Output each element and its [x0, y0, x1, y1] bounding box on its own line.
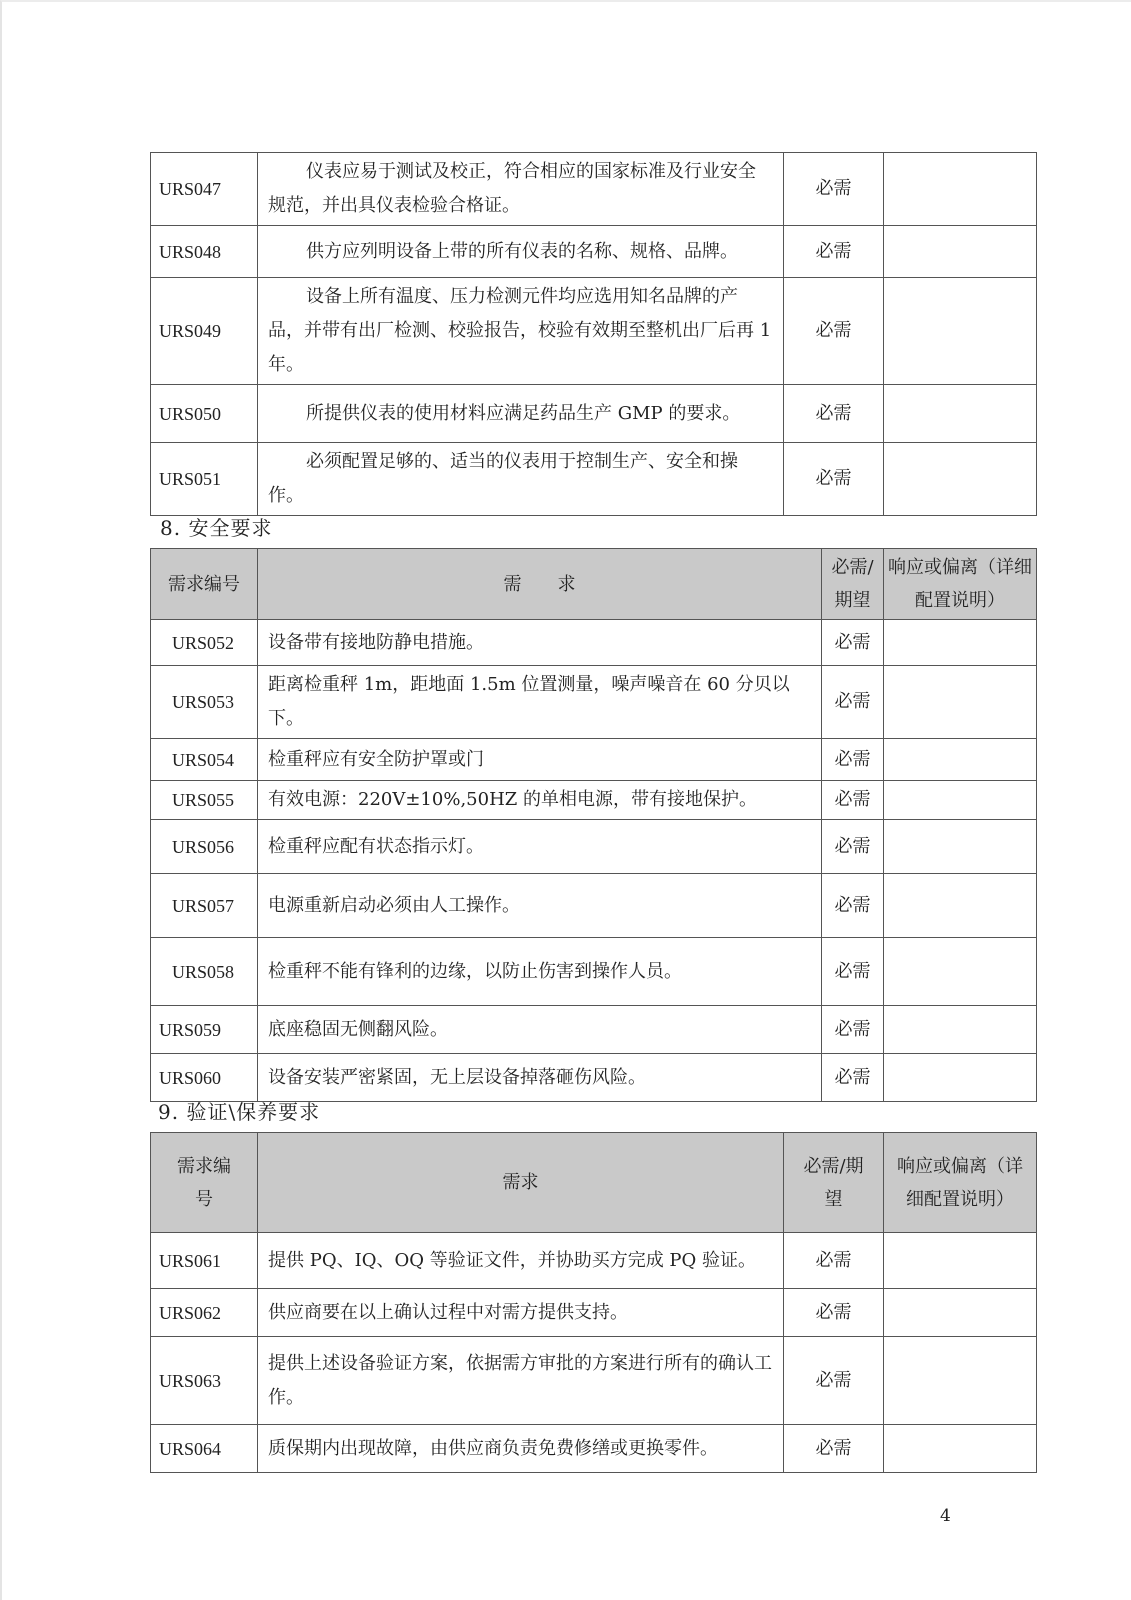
table-row [151, 1289, 1037, 1337]
response-cell [884, 820, 1037, 874]
requirement-text: 质保期内出现故障，由供应商负责免费修缮或更换零件。 [258, 1425, 784, 1473]
requirement-text: 仪表应易于测试及校正，符合相应的国家标准及行业安全规范，并出具仪表检验合格证。 [258, 153, 784, 226]
table-row [151, 153, 1037, 226]
requirement-text: 检重秤不能有锋利的边缘，以防止伤害到操作人员。 [258, 938, 822, 1006]
requirement-id: URS052 [151, 620, 258, 666]
header-requirement: 需求 [258, 1133, 784, 1233]
table-row [151, 781, 1037, 820]
requirement-text: 有效电源：220V±10%,50HZ 的单相电源，带有接地保护。 [258, 781, 822, 820]
response-cell [884, 385, 1037, 443]
requirement-text: 设备带有接地防静电措施。 [258, 620, 822, 666]
response-cell [884, 1054, 1037, 1102]
requirement-text: 必须配置足够的、适当的仪表用于控制生产、安全和操作。 [258, 443, 784, 516]
requirement-id: URS049 [151, 278, 258, 385]
table-header-row [151, 549, 1037, 620]
table-row [151, 666, 1037, 739]
response-cell [884, 874, 1037, 938]
requirement-id: URS057 [151, 874, 258, 938]
response-cell [884, 1337, 1037, 1425]
validation-maintenance-table [150, 1132, 1037, 1473]
response-cell [884, 226, 1037, 278]
requirement-id: URS064 [151, 1425, 258, 1473]
requirement-id: URS061 [151, 1233, 258, 1289]
requirement-id: URS060 [151, 1054, 258, 1102]
requirement-text: 距离检重秤 1m，距地面 1.5m 位置测量，噪声噪音在 60 分贝以下。 [258, 666, 822, 739]
safety-requirements-table [150, 548, 1037, 1102]
requirement-text: 供应商要在以上确认过程中对需方提供支持。 [258, 1289, 784, 1337]
requirement-level: 必需 [822, 666, 884, 739]
requirement-level: 必需 [784, 443, 884, 516]
table-row [151, 278, 1037, 385]
requirement-level: 必需 [784, 1425, 884, 1473]
requirement-id: URS050 [151, 385, 258, 443]
table-row [151, 938, 1037, 1006]
requirement-id: URS048 [151, 226, 258, 278]
header-level: 必需/期望 [822, 549, 884, 620]
table-row [151, 226, 1037, 278]
response-cell [884, 938, 1037, 1006]
requirement-level: 必需 [822, 874, 884, 938]
requirement-level: 必需 [822, 820, 884, 874]
table-row [151, 739, 1037, 781]
requirement-level: 必需 [784, 153, 884, 226]
table-row [151, 1425, 1037, 1473]
requirement-id: URS047 [151, 153, 258, 226]
table-header-row [151, 1133, 1037, 1233]
requirement-level: 必需 [822, 781, 884, 820]
response-cell [884, 620, 1037, 666]
requirement-level: 必需 [784, 385, 884, 443]
header-requirement-id: 需求编号 [151, 1133, 258, 1233]
section-8-title: 8. 安全要求 [160, 516, 273, 540]
requirement-level: 必需 [822, 938, 884, 1006]
requirement-text: 提供 PQ、IQ、OQ 等验证文件，并协助买方完成 PQ 验证。 [258, 1233, 784, 1289]
requirement-id: URS062 [151, 1289, 258, 1337]
requirement-level: 必需 [822, 1006, 884, 1054]
table-row [151, 1337, 1037, 1425]
response-cell [884, 1006, 1037, 1054]
requirement-id: URS056 [151, 820, 258, 874]
requirement-id: URS058 [151, 938, 258, 1006]
table-row [151, 620, 1037, 666]
requirement-level: 必需 [822, 739, 884, 781]
response-cell [884, 1289, 1037, 1337]
instrument-requirements-table [150, 152, 1037, 516]
response-cell [884, 153, 1037, 226]
table-row [151, 443, 1037, 516]
response-cell [884, 666, 1037, 739]
header-requirement-id: 需求编号 [151, 549, 258, 620]
response-cell [884, 1233, 1037, 1289]
table-row [151, 1054, 1037, 1102]
page-number: 4 [940, 1506, 951, 1526]
header-response: 响应或偏离（详细配置说明） [884, 549, 1037, 620]
requirement-id: URS055 [151, 781, 258, 820]
requirement-id: URS051 [151, 443, 258, 516]
requirement-level: 必需 [784, 226, 884, 278]
requirement-level: 必需 [784, 1337, 884, 1425]
requirement-text: 底座稳固无侧翻风险。 [258, 1006, 822, 1054]
response-cell [884, 1425, 1037, 1473]
requirement-text: 检重秤应有安全防护罩或门 [258, 739, 822, 781]
response-cell [884, 278, 1037, 385]
requirement-id: URS053 [151, 666, 258, 739]
response-cell [884, 739, 1037, 781]
requirement-level: 必需 [784, 278, 884, 385]
requirement-id: URS054 [151, 739, 258, 781]
requirement-id: URS059 [151, 1006, 258, 1054]
table-row [151, 385, 1037, 443]
section-9-title: 9. 验证\保养要求 [158, 1100, 321, 1124]
requirement-text: 供方应列明设备上带的所有仪表的名称、规格、品牌。 [258, 226, 784, 278]
requirement-level: 必需 [784, 1233, 884, 1289]
requirement-level: 必需 [822, 1054, 884, 1102]
requirement-level: 必需 [784, 1289, 884, 1337]
requirement-text: 设备上所有温度、压力检测元件均应选用知名品牌的产品，并带有出厂检测、校验报告，校验有效期至整机出厂后再 1 年。 [258, 278, 784, 385]
requirement-text: 设备安装严密紧固，无上层设备掉落砸伤风险。 [258, 1054, 822, 1102]
table-row [151, 1006, 1037, 1054]
header-level: 必需/期望 [784, 1133, 884, 1233]
header-response: 响应或偏离（详细配置说明） [884, 1133, 1037, 1233]
requirement-text: 所提供仪表的使用材料应满足药品生产 GMP 的要求。 [258, 385, 784, 443]
requirement-text: 电源重新启动必须由人工操作。 [258, 874, 822, 938]
requirement-text: 检重秤应配有状态指示灯。 [258, 820, 822, 874]
table-row [151, 874, 1037, 938]
table-row [151, 820, 1037, 874]
table-row [151, 1233, 1037, 1289]
requirement-level: 必需 [822, 620, 884, 666]
response-cell [884, 781, 1037, 820]
header-requirement: 需 求 [258, 549, 822, 620]
response-cell [884, 443, 1037, 516]
requirement-id: URS063 [151, 1337, 258, 1425]
requirement-text: 提供上述设备验证方案，依据需方审批的方案进行所有的确认工作。 [258, 1337, 784, 1425]
